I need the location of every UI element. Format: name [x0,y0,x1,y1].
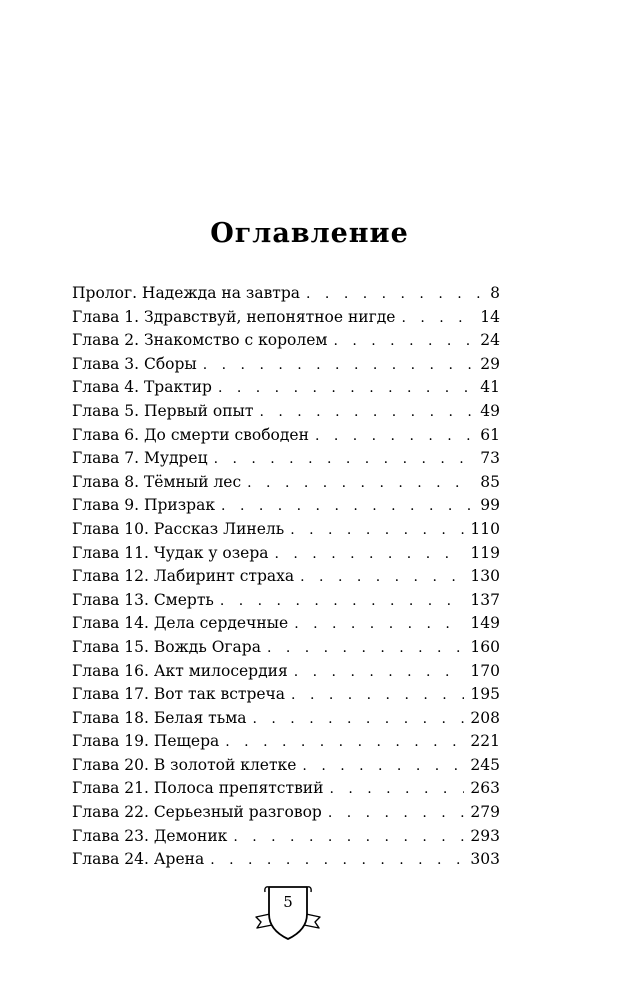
toc-entry [72,376,500,400]
toc-dot-leader [203,354,475,378]
toc-entry-page: 149 [470,614,500,633]
toc-entry-title: Глава 24. Арена [72,850,205,869]
toc-dot-leader [329,778,464,802]
toc-dot-leader [225,731,464,755]
page-title: Оглавление [210,218,409,250]
toc-entry-title: Глава 9. Призрак [72,496,216,515]
toc-entry-title: Глава 12. Лабиринт страха [72,567,295,586]
toc-entry-title: Глава 10. Рассказ Линель [72,519,285,538]
toc-entry-title: Глава 1. Здравствуй, непонятное нигде [72,307,396,326]
toc-dot-leader [221,495,474,519]
toc-dot-leader [233,826,464,850]
toc-entry-page: 14 [480,307,500,326]
toc-entry-page: 279 [470,803,500,822]
toc-entry [72,754,500,778]
toc-entry-page: 130 [470,567,500,586]
toc-entry-page: 263 [470,779,500,798]
toc-entry-page: 195 [470,685,500,704]
toc-entry-title: Глава 4. Трактир [72,378,212,397]
toc-entry-page: 137 [470,590,500,609]
table-of-contents [72,282,500,872]
toc-entry-title: Глава 21. Полоса препятствий [72,779,324,798]
toc-entry-page: 41 [480,378,500,397]
toc-entry-page: 24 [480,331,500,350]
toc-entry-title: Глава 20. В золотой клетке [72,755,297,774]
toc-entry-page: 170 [470,661,500,680]
toc-dot-leader [294,661,465,685]
toc-entry [72,660,500,684]
toc-entry-title: Глава 11. Чудак у озера [72,543,269,562]
toc-entry-title: Глава 13. Смерть [72,590,214,609]
toc-entry [72,471,500,495]
toc-entry [72,730,500,754]
toc-dot-leader [210,849,464,873]
toc-entry [72,612,500,636]
toc-entry [72,518,500,542]
toc-entry-title: Глава 8. Тёмный лес [72,472,242,491]
toc-entry-page: 293 [470,826,500,845]
toc-entry-title: Глава 15. Вождь Огара [72,637,261,656]
toc-entry [72,353,500,377]
toc-entry [72,447,500,471]
toc-entry [72,801,500,825]
toc-entry-page: 8 [490,284,500,302]
toc-entry-page: 160 [470,637,500,656]
toc-entry [72,825,500,849]
toc-entry-page: 61 [480,425,500,444]
toc-dot-leader [214,448,475,472]
toc-dot-leader [328,802,465,826]
toc-entry [72,424,500,448]
toc-entry-page: 110 [470,519,500,538]
toc-dot-leader [333,330,474,354]
toc-dot-leader [290,519,464,543]
toc-entry [72,683,500,707]
toc-entry-title: Глава 6. До смерти свободен [72,425,309,444]
toc-entry [72,400,500,424]
toc-entry-page: 208 [470,708,500,727]
toc-dot-leader [302,755,464,779]
toc-entry-title: Глава 14. Дела сердечные [72,614,289,633]
toc-dot-leader [267,637,464,661]
toc-entry [72,707,500,731]
toc-entry-title: Глава 2. Знакомство с королем [72,331,328,350]
toc-entry-page: 99 [480,496,500,515]
toc-entry-title: Глава 16. Акт милосердия [72,661,288,680]
toc-entry [72,848,500,872]
toc-entry-page: 73 [480,449,500,468]
toc-entry-title: Глава 23. Демоник [72,826,228,845]
toc-entry-page: 49 [480,401,500,420]
toc-entry [72,306,500,330]
toc-dot-leader [220,590,465,614]
toc-entry [72,636,500,660]
toc-dot-leader [259,401,474,425]
toc-dot-leader [275,543,465,567]
toc-dot-leader [253,708,465,732]
toc-dot-leader [218,377,474,401]
toc-dot-leader [315,425,474,449]
toc-entry-page: 85 [480,472,500,491]
toc-entry-title: Глава 3. Сборы [72,354,197,373]
toc-dot-leader [247,472,474,496]
toc-entry [72,542,500,566]
toc-entry-page: 119 [470,543,500,562]
toc-entry-title: Глава 22. Серьезный разговор [72,803,322,822]
toc-dot-leader [306,283,484,307]
toc-entry [72,777,500,801]
toc-entry-title: Глава 18. Белая тьма [72,708,247,727]
toc-entry-page: 303 [470,850,500,869]
toc-entry-title: Глава 19. Пещера [72,732,220,751]
toc-entry [72,589,500,613]
toc-entry-title: Пролог. Надежда на завтра [72,284,301,302]
page-number: 5 [283,893,293,911]
toc-dot-leader [291,684,464,708]
toc-entry-page: 29 [480,354,500,373]
toc-entry-title: Глава 7. Мудрец [72,449,208,468]
toc-dot-leader [401,307,474,331]
toc-entry-title: Глава 5. Первый опыт [72,401,254,420]
toc-entry [72,282,500,306]
toc-entry [72,329,500,353]
toc-entry-title: Глава 17. Вот так встреча [72,685,286,704]
toc-entry [72,494,500,518]
toc-entry-page: 245 [470,755,500,774]
toc-entry-page: 221 [470,732,500,751]
toc-dot-leader [294,613,464,637]
toc-entry [72,565,500,589]
toc-dot-leader [300,566,464,590]
